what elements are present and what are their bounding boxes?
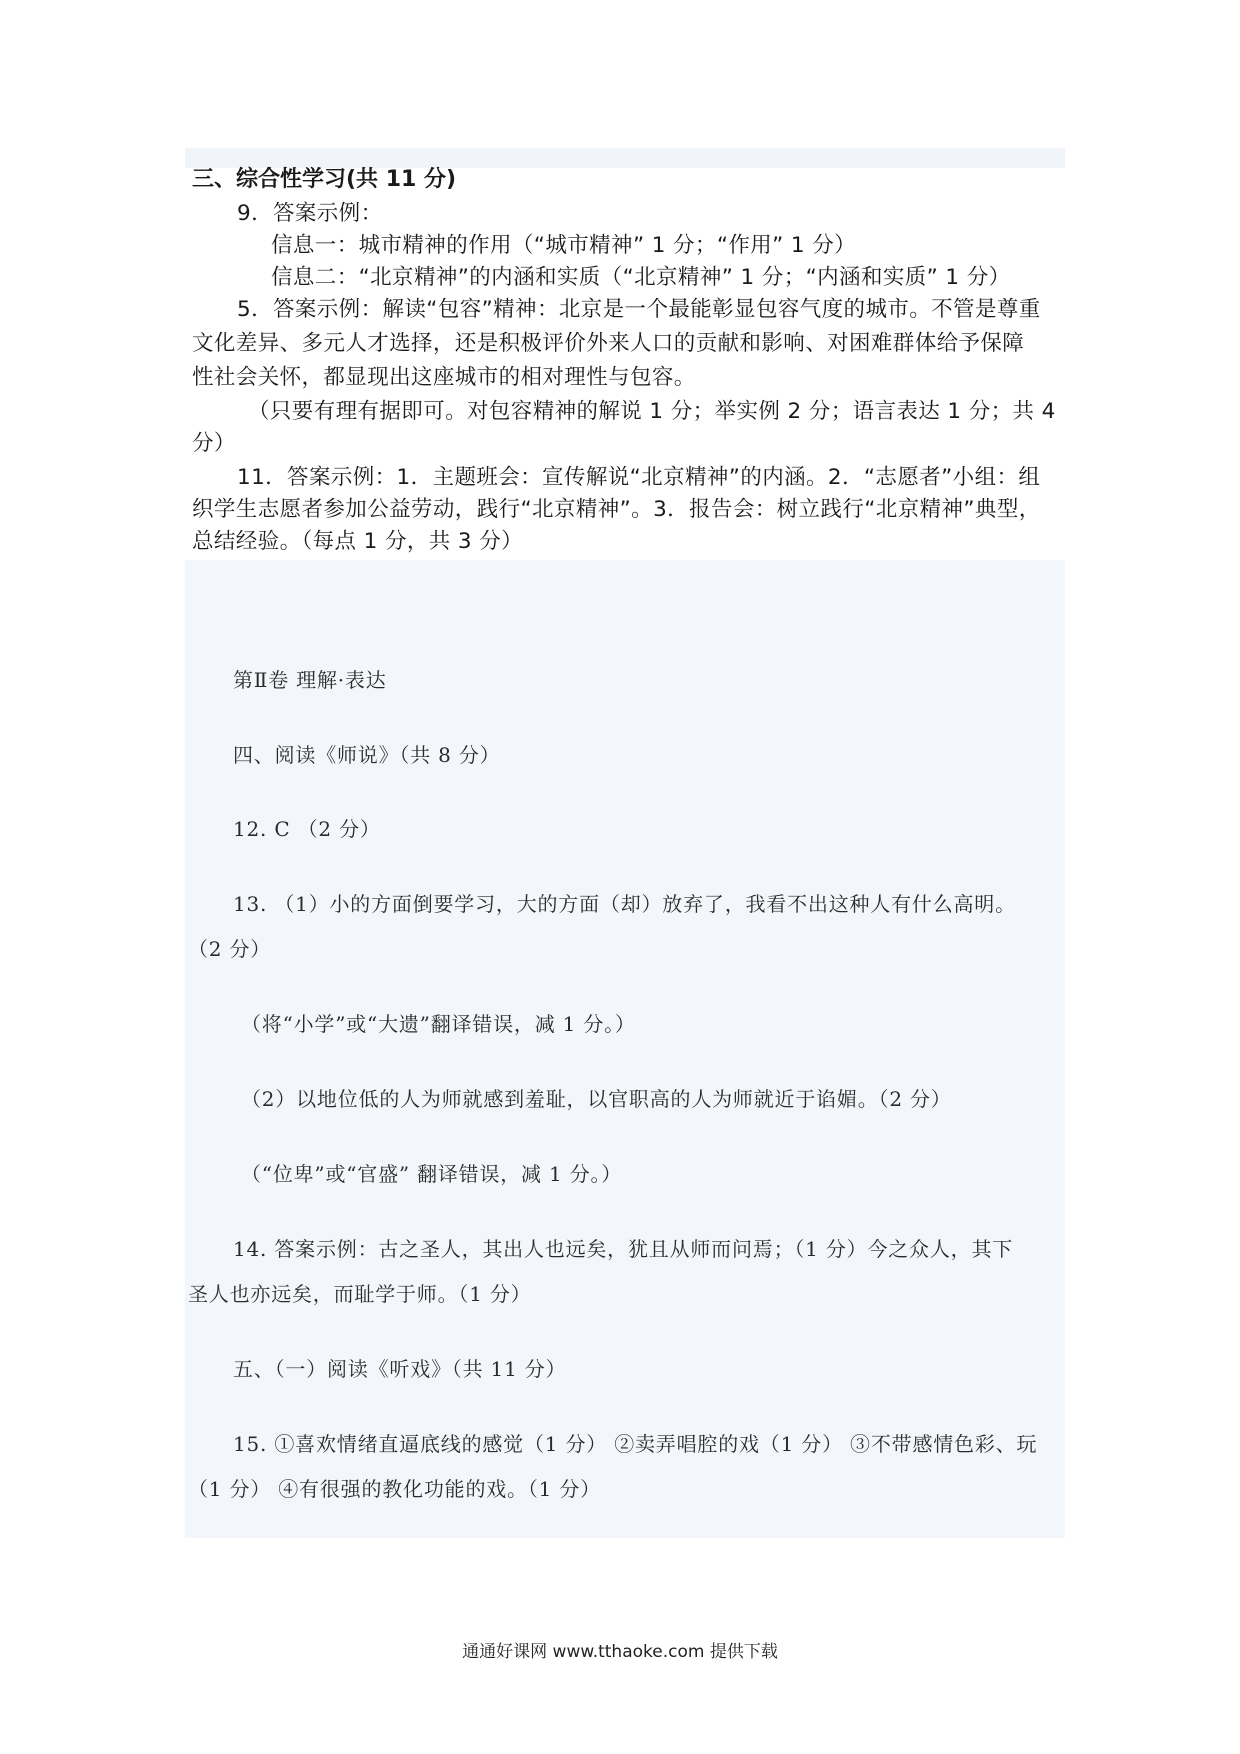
answer-10-line-2: 文化差异、多元人才选择，还是积极评价外来人口的贡献和影响、对困难群体给予保障 bbox=[192, 331, 1025, 356]
answer-9-info-1: 信息一：城市精神的作用（“城市精神” 1 分；“作用” 1 分） bbox=[271, 233, 857, 258]
answer-11-line-1: 11．答案示例：1．主题班会：宣传解说“北京精神”的内涵。2．“志愿者”小组：组 bbox=[237, 465, 1041, 490]
answer-9-info-2: 信息二：“北京精神”的内涵和实质（“北京精神” 1 分；“内涵和实质” 1 分） bbox=[271, 265, 1011, 290]
answer-15-line-2: （1 分） ④有很强的教化功能的戏。（1 分） bbox=[188, 1477, 601, 1501]
section-4-title: 四、阅读《师说》（共 8 分） bbox=[233, 743, 501, 767]
answer-14-line-2: 圣人也亦远矣，而耻学于师。（1 分） bbox=[188, 1282, 532, 1306]
answer-13-1-note: （将“小学”或“大遗”翻译错误，减 1 分。） bbox=[241, 1012, 636, 1036]
part-2-title: 第Ⅱ卷 理解·表达 bbox=[233, 668, 387, 692]
answer-10-line-3: 性社会关怀，都显现出这座城市的相对理性与包容。 bbox=[192, 365, 696, 390]
answer-10-scoring-cont: 分） bbox=[192, 431, 236, 456]
answer-14-line-1: 14. 答案示例：古之圣人，其出人也远矣，犹且从师而问焉；（1 分）今之众人，其下 bbox=[233, 1237, 1014, 1261]
answer-13-2-note: （“位卑”或“官盛” 翻译错误，减 1 分。） bbox=[241, 1162, 623, 1186]
answer-11-line-3: 总结经验。（每点 1 分，共 3 分） bbox=[192, 529, 524, 554]
page-footer: 通通好课网 www.tthaoke.com 提供下载 bbox=[462, 1642, 778, 1662]
answer-10-line-1: 5．答案示例：解读“包容”精神：北京是一个最能彰显包容气度的城市。不管是尊重 bbox=[237, 297, 1041, 322]
answer-image-part-2 bbox=[185, 560, 1065, 1538]
section-3-title: 三、综合性学习(共 11 分) bbox=[192, 167, 457, 192]
image-top-strip bbox=[185, 148, 1065, 168]
answer-15-line-1: 15. ①喜欢情绪直逼底线的感觉（1 分） ②卖弄唱腔的戏（1 分） ③不带感情色彩、玩 bbox=[233, 1432, 1038, 1456]
answer-13-2: （2）以地位低的人为师就感到羞耻，以官职高的人为师就近于谄媚。（2 分） bbox=[241, 1087, 952, 1111]
answer-9-heading: 9．答案示例： bbox=[237, 201, 383, 226]
answer-13-1-score: （2 分） bbox=[188, 937, 272, 961]
answer-10-scoring: （只要有理有据即可。对包容精神的解说 1 分；举实例 2 分；语言表达 1 分；共 4 bbox=[248, 399, 1056, 424]
answer-13-1: 13. （1）小的方面倒要学习，大的方面（却）放弃了，我看不出这种人有什么高明。 bbox=[233, 892, 1016, 916]
answer-11-line-2: 织学生志愿者参加公益劳动，践行“北京精神”。3．报告会：树立践行“北京精神”典型， bbox=[192, 497, 1041, 522]
section-5-title: 五、（一）阅读《听戏》（共 11 分） bbox=[233, 1357, 567, 1381]
answer-12: 12. C （2 分） bbox=[233, 817, 381, 841]
